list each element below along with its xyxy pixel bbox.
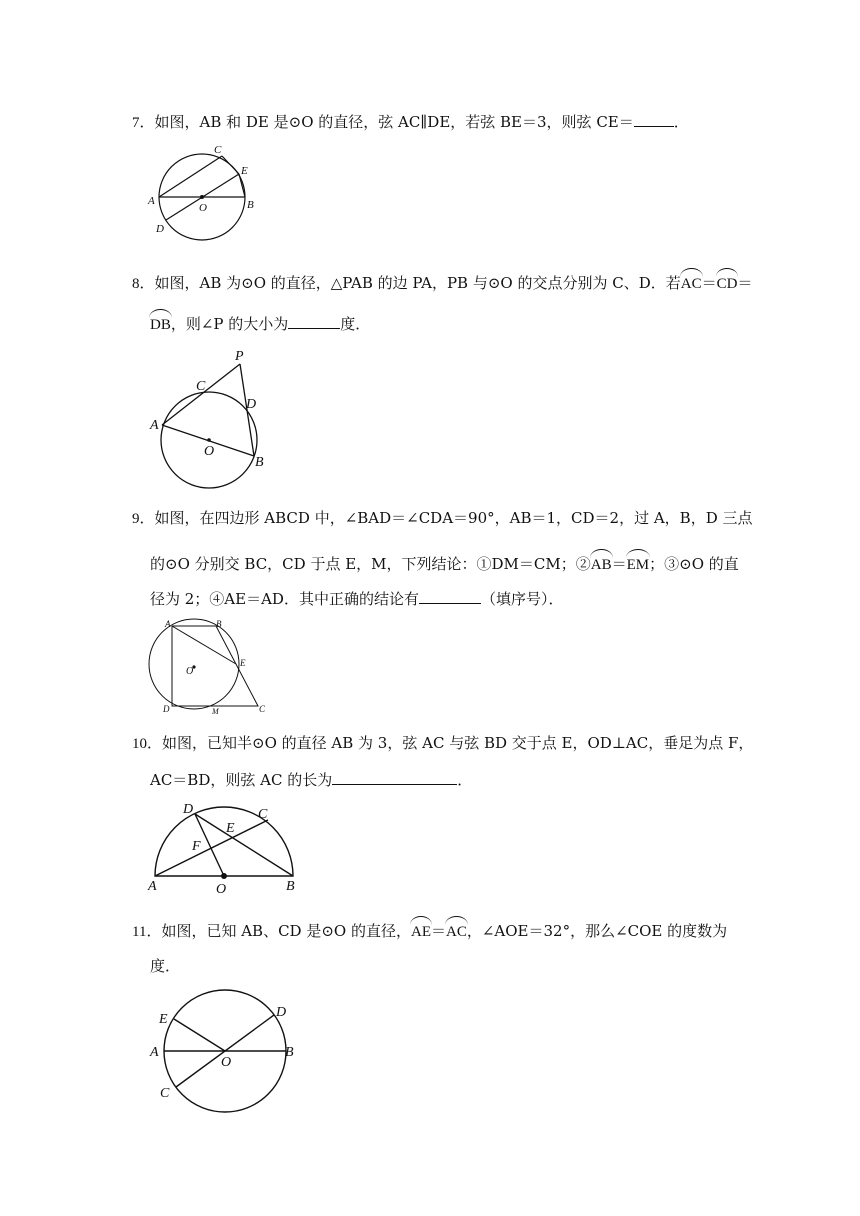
q9-circle <box>149 619 239 709</box>
q8-label-d: D <box>246 397 257 412</box>
q7-label-a: A <box>148 195 155 207</box>
q7-center-dot <box>200 195 204 199</box>
q11-label-o: O <box>221 1055 232 1070</box>
q8-text-line2: DB，则∠P 的大小为 度． <box>150 311 370 335</box>
q10-label-a: A <box>148 879 157 894</box>
q10-label-d: D <box>183 802 194 817</box>
q7-label-d: D <box>156 223 164 235</box>
q8-center-dot <box>207 438 211 442</box>
q8-side-pa <box>162 364 240 425</box>
q9-answer-blank[interactable] <box>419 589 481 604</box>
q9-label-c: C <box>259 704 266 714</box>
q10-label-c: C <box>258 807 268 822</box>
q7-label-b: B <box>247 199 254 211</box>
q11-label-c: C <box>160 1086 170 1101</box>
q8-label-p: P <box>235 349 244 364</box>
q11-label-b: B <box>285 1045 294 1060</box>
q11-text-line2: 度． <box>150 957 181 975</box>
q9-figure <box>145 615 275 715</box>
q10-label-o: O <box>216 882 227 897</box>
q10-label-b: B <box>286 879 295 894</box>
q9-text-line3: 径为 2；④AE＝AD．其中正确的结论有 （填序号）． <box>150 590 564 608</box>
q8-label-b: B <box>255 455 264 470</box>
q11-radius-oe <box>174 1019 225 1051</box>
q9-label-m: M <box>212 707 219 716</box>
q8-figure <box>145 345 270 475</box>
q9-text-line1: 9．如图，在四边形 ABCD 中，∠BAD＝∠CDA＝90°，AB＝1，CD＝2，过 A，B，D 三点 <box>132 509 753 527</box>
q8-text-line1: 8．如图，AB 为⊙O 的直径，△PAB 的边 PA，PB 与⊙O 的交点分别为 C、D．若AC＝CD＝ <box>132 270 752 294</box>
q11-label-a: A <box>150 1045 159 1060</box>
q7-figure <box>145 140 265 240</box>
q9-label-d: D <box>163 704 170 714</box>
q9-label-o: O <box>186 666 194 677</box>
q11-arc-ae: AE <box>411 918 431 942</box>
q9-text-line2: 的⊙O 分别交 BC，CD 于点 E，M，下列结论：①DM＝CM；②AB＝EM；③⊙O 的直 <box>150 551 739 575</box>
q8-label-o: O <box>204 444 215 459</box>
q9-label-e: E <box>240 658 246 668</box>
q10-figure <box>145 798 305 897</box>
q10-label-e: E <box>226 821 235 836</box>
q7-chord-be <box>239 174 245 197</box>
q8-label-a: A <box>150 418 159 433</box>
q7-label-c: C <box>214 144 222 156</box>
q10-label-f: F <box>192 839 201 854</box>
q8-arc-ac: AC <box>681 270 702 294</box>
q10-text-line2: AC＝BD，则弦 AC 的长为 ． <box>150 771 473 789</box>
q9-arc-ab: AB <box>591 551 612 575</box>
q7-chord-ce <box>222 156 239 174</box>
q10-center-dot <box>221 873 227 879</box>
q8-label-c: C <box>196 379 206 394</box>
q9-label-a: A <box>165 619 171 629</box>
q7-label-e: E <box>241 165 248 177</box>
q8-answer-blank[interactable] <box>288 314 340 329</box>
q8-arc-cd: CD <box>717 270 738 294</box>
q11-figure <box>145 985 315 1110</box>
q11-label-d: D <box>276 1005 287 1020</box>
q9-arc-em: EM <box>627 551 650 575</box>
q10-text-line1: 10．如图，已知半⊙O 的直径 AB 为 3，弦 AC 与弦 BD 交于点 E，OD⊥AC，垂足为点 F， <box>132 734 754 752</box>
q10-answer-blank[interactable] <box>332 770 457 785</box>
q11-arc-ac: AC <box>446 918 467 942</box>
q11-label-e: E <box>159 1012 168 1027</box>
q9-label-b: B <box>216 619 222 629</box>
q7-text: 7．如图，AB 和 DE 是⊙O 的直径，弦 AC∥DE，若弦 BE＝3，则弦 CE＝ ． <box>132 113 689 131</box>
q7-answer-blank[interactable] <box>634 112 674 127</box>
q8-arc-db: DB <box>150 311 171 335</box>
q11-text-line1: 11．如图，已知 AB、CD 是⊙O 的直径，AE＝AC，∠AOE＝32°，那么∠COE 的度数为 <box>132 918 727 942</box>
q7-label-o: O <box>199 202 207 214</box>
